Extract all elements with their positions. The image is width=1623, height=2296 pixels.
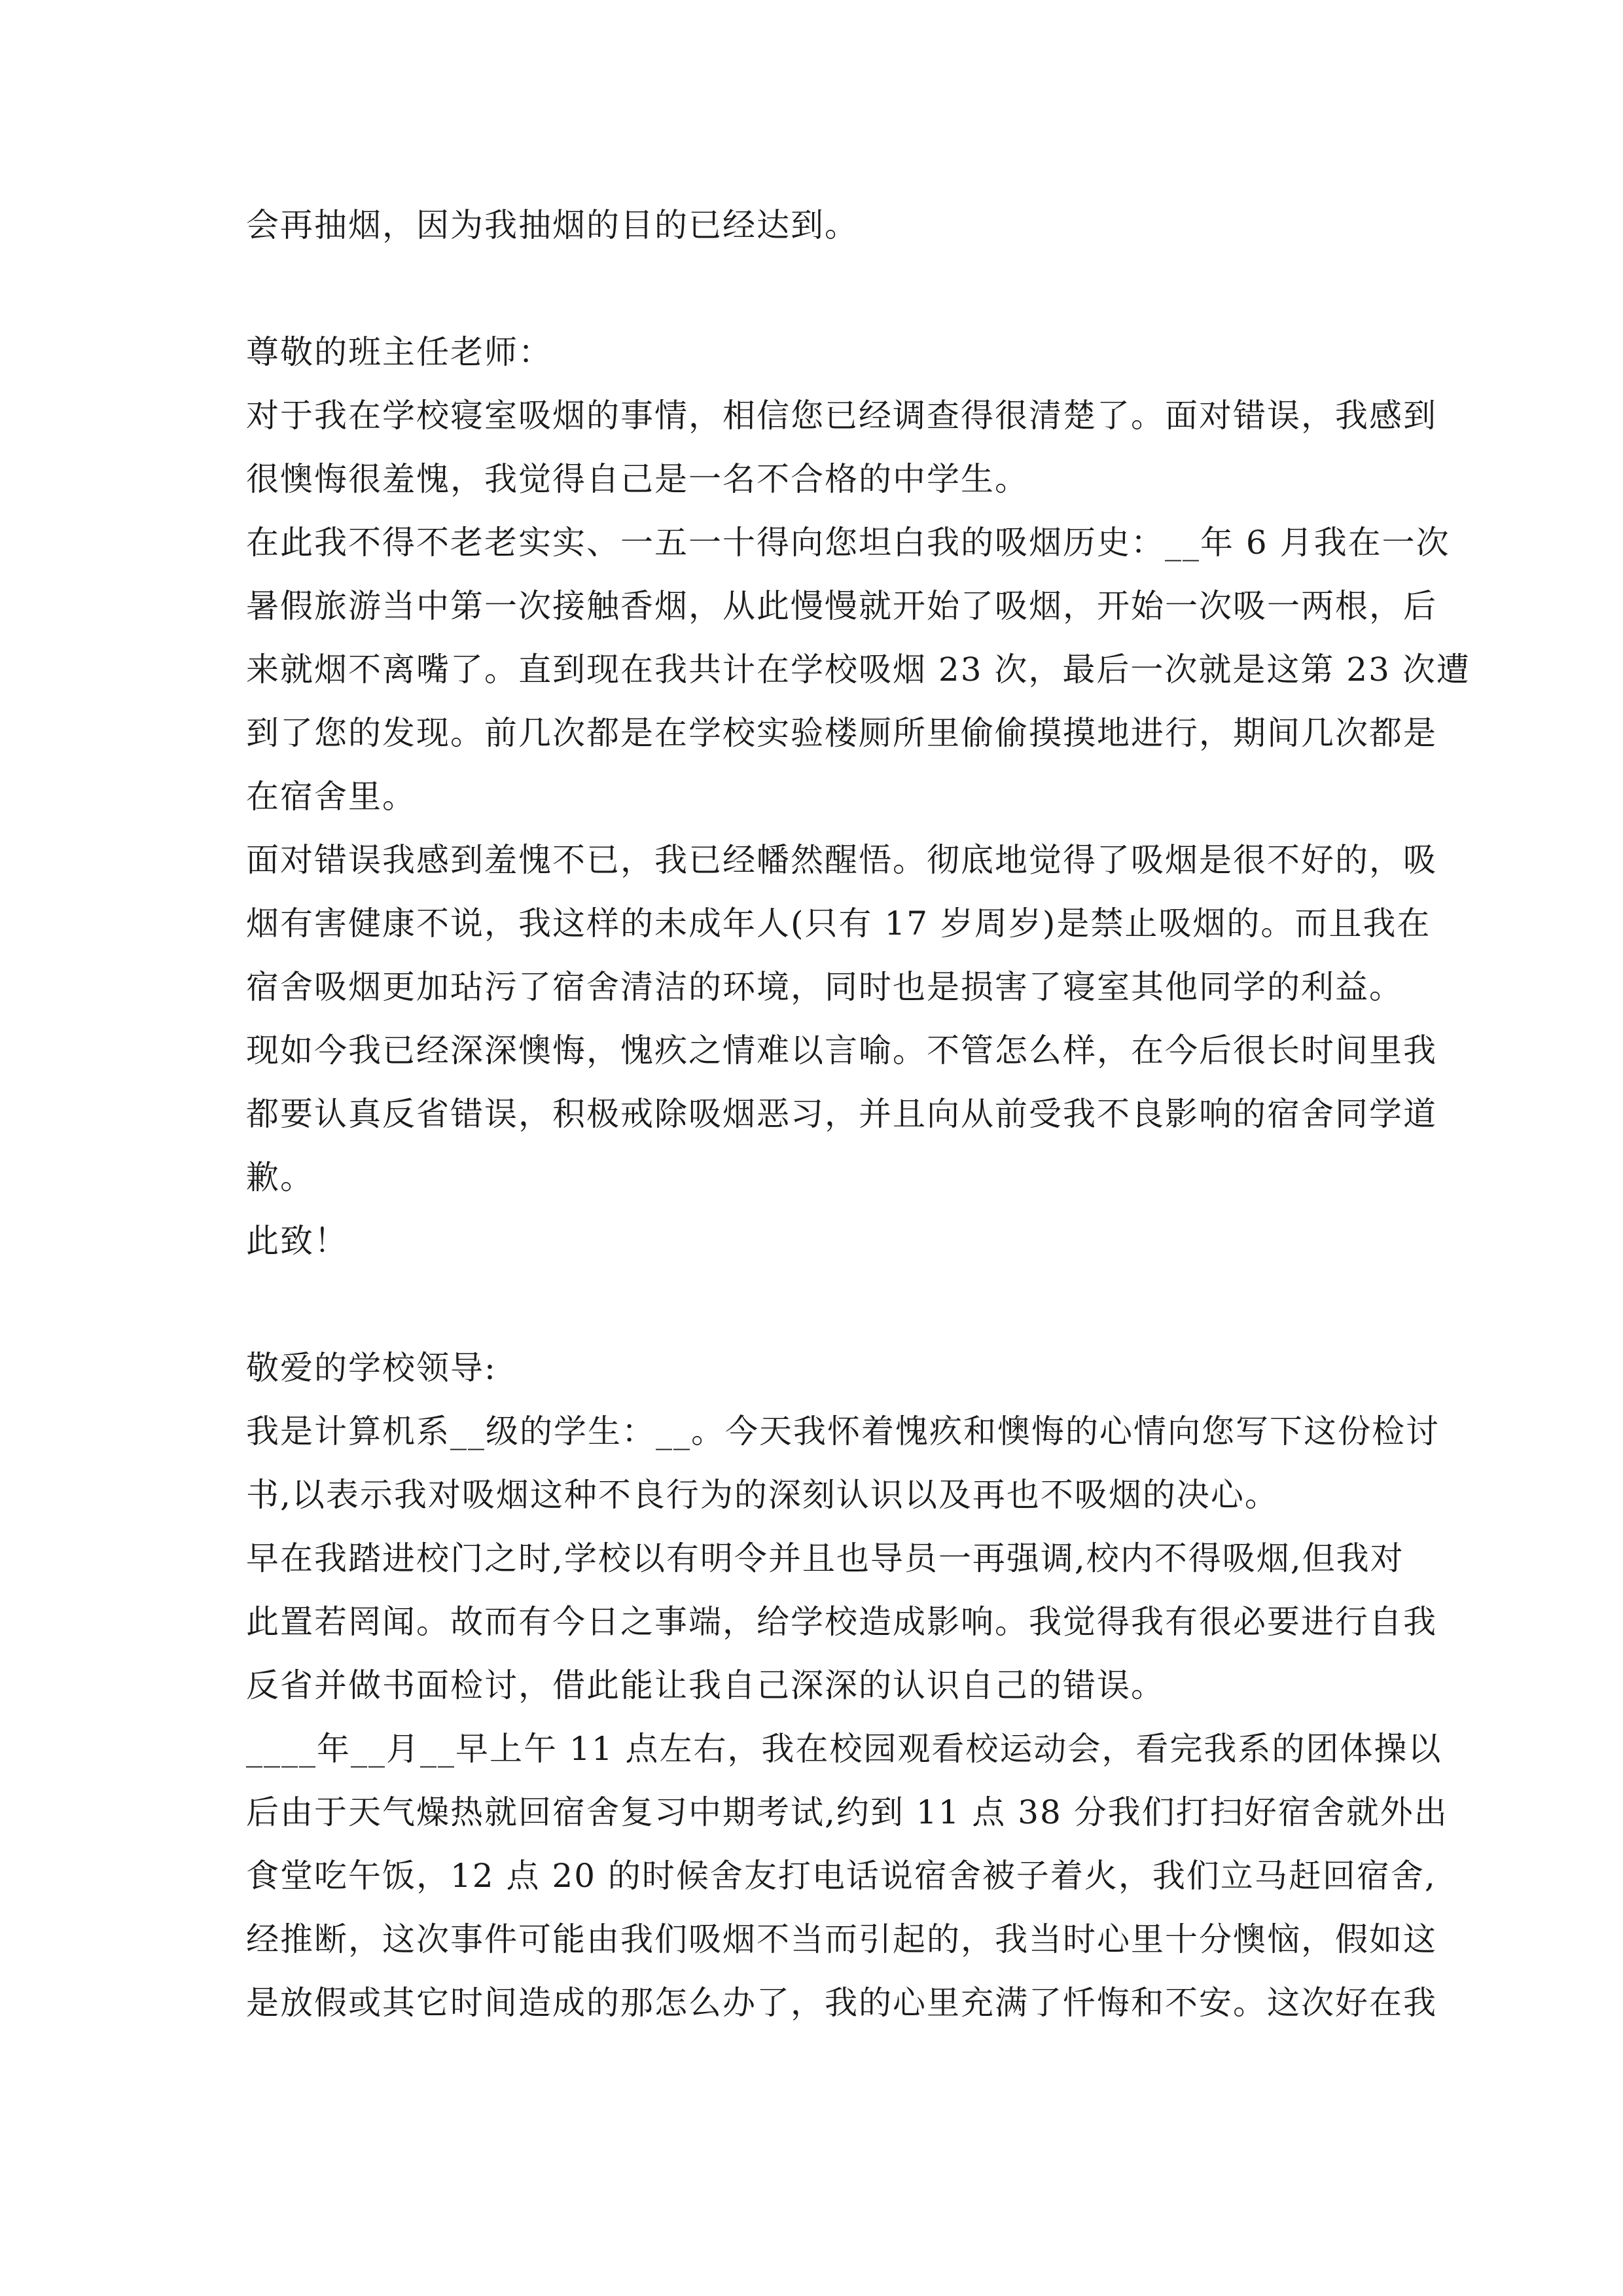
text-line: 在宿舍里。 bbox=[246, 778, 416, 816]
paragraph-gap bbox=[246, 257, 1385, 321]
text-line: 现如今我已经深深懊悔，愧疚之情难以言喻。不管怎么样，在今后很长时间里我 bbox=[246, 1031, 1437, 1069]
document-body bbox=[246, 194, 1471, 2035]
text-line: 面对错误我感到羞愧不已，我已经幡然醒悟。彻底地觉得了吸烟是很不好的，吸 bbox=[246, 841, 1437, 879]
text-line: 是放假或其它时间造成的那怎么办了，我的心里充满了忏悔和不安。这次好在我 bbox=[246, 1984, 1437, 2022]
text-line: 早在我踏进校门之时,学校以有明令并且也导员一再强调,校内不得吸烟,但我对 bbox=[246, 1539, 1404, 1577]
paragraph-gap bbox=[246, 1273, 1385, 1336]
text-line: 反省并做书面检讨，借此能让我自己深深的认识自己的错误。 bbox=[246, 1666, 1165, 1704]
text-line: 经推断，这次事件可能由我们吸烟不当而引起的，我当时心里十分懊恼，假如这 bbox=[246, 1920, 1437, 1958]
text-line: 很懊悔很羞愧，我觉得自己是一名不合格的中学生。 bbox=[246, 460, 1029, 498]
text-line: 书,以表示我对吸烟这种不良行为的深刻认识以及再也不吸烟的决心。 bbox=[246, 1476, 1279, 1514]
letter-closing: 此致！ bbox=[246, 1222, 348, 1260]
text-line: 我是计算机系__级的学生：__。今天我怀着愧疚和懊悔的心情向您写下这份检讨 bbox=[246, 1412, 1440, 1450]
text-line: 此置若罔闻。故而有今日之事端，给学校造成影响。我觉得我有很必要进行自我 bbox=[246, 1603, 1437, 1641]
text-line: 后由于天气燥热就回宿舍复习中期考试,约到 11 点 38 分我们打扫好宿舍就外出 bbox=[246, 1793, 1448, 1831]
text-line: 暑假旅游当中第一次接触香烟，从此慢慢就开始了吸烟，开始一次吸一两根，后 bbox=[246, 587, 1437, 625]
text-line: ____年__月__早上午 11 点左右，我在校园观看校运动会，看完我系的团体操以 bbox=[246, 1730, 1442, 1768]
text-line: 歉。 bbox=[246, 1158, 314, 1196]
text-line: 都要认真反省错误，积极戒除吸烟恶习，并且向从前受我不良影响的宿舍同学道 bbox=[246, 1095, 1437, 1133]
text-line: 宿舍吸烟更加玷污了宿舍清洁的环境，同时也是损害了寝室其他同学的利益。 bbox=[246, 968, 1403, 1006]
letter-salutation: 尊敬的班主任老师： bbox=[246, 333, 552, 371]
text-line: 在此我不得不老老实实、一五一十得向您坦白我的吸烟历史：__年 6 月我在一次 bbox=[246, 524, 1450, 562]
text-line: 来就烟不离嘴了。直到现在我共计在学校吸烟 23 次，最后一次就是这第 23 次遭 bbox=[246, 651, 1471, 689]
text-line: 对于我在学校寝室吸烟的事情，相信您已经调查得很清楚了。面对错误，我感到 bbox=[246, 397, 1437, 435]
letter-salutation: 敬爱的学校领导: bbox=[246, 1349, 497, 1387]
text-line: 会再抽烟，因为我抽烟的目的已经达到。 bbox=[246, 206, 859, 244]
text-line: 烟有害健康不说，我这样的未成年人(只有 17 岁周岁)是禁止吸烟的。而且我在 bbox=[246, 905, 1431, 942]
text-line: 食堂吃午饭，12 点 20 的时候舍友打电话说宿舍被子着火，我们立马赶回宿舍, bbox=[246, 1857, 1436, 1895]
text-line: 到了您的发现。前几次都是在学校实验楼厕所里偷偷摸摸地进行，期间几次都是 bbox=[246, 714, 1437, 752]
